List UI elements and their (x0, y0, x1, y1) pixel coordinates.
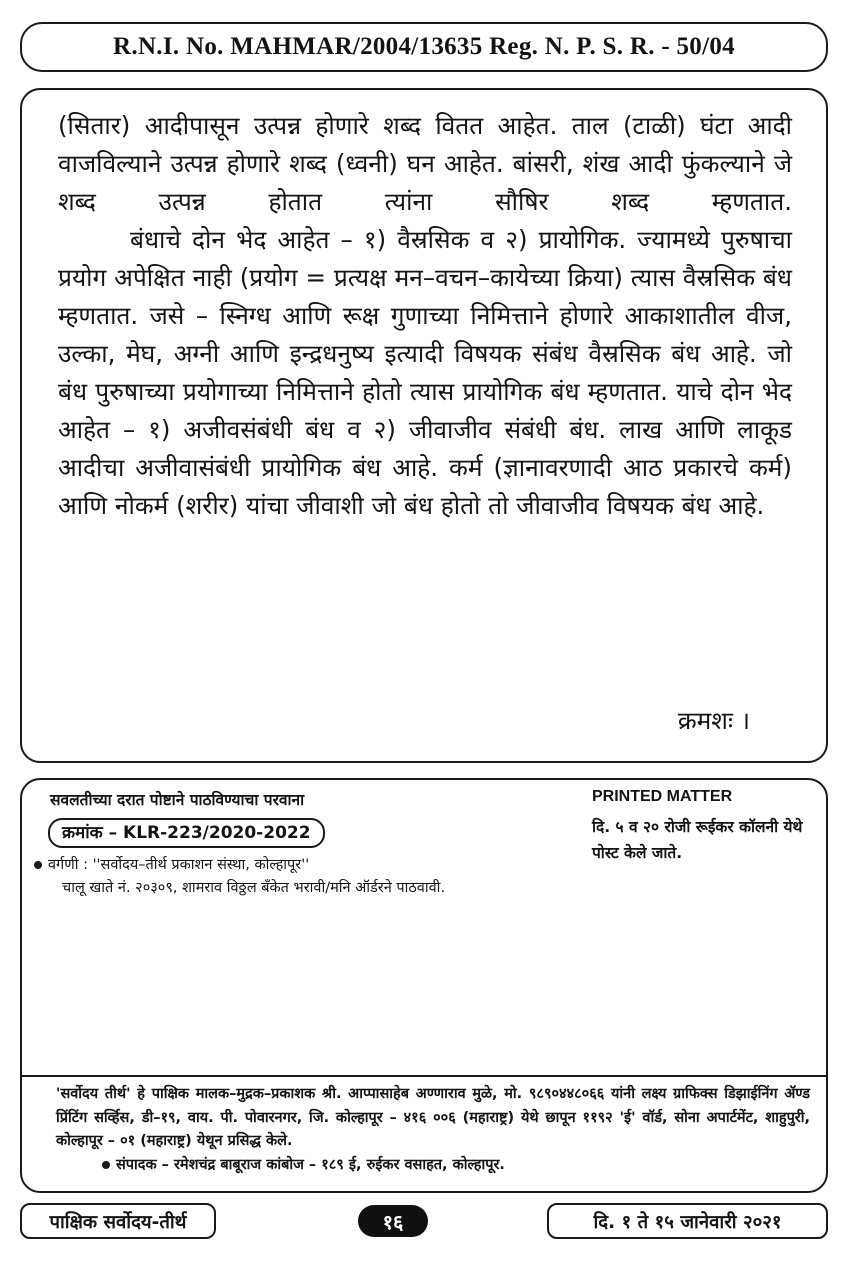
printed-matter-label: PRINTED MATTER (592, 788, 733, 805)
registration-header (20, 22, 828, 72)
postal-permit-title: सवलतीच्या दरात पोष्टाने पाठविण्याचा परवाना (50, 791, 305, 809)
post-note: दि. ५ व २० रोजी रूईकर कॉलनी येथे पोस्ट केले जाते. (592, 818, 803, 862)
editor-text: संपादक – रमेशचंद्र बाबूराज कांबोज – १८९ ई, रुईकर वसाहत, कोल्हापूर. (116, 1156, 505, 1173)
bullet-icon (34, 861, 42, 869)
page-number-badge (358, 1205, 428, 1237)
postal-info-box (20, 778, 828, 1193)
article-paragraph-2: बंधाचे दोन भेद आहेत – १) वैस्रसिक व २) प्रायोगिक. ज्यामध्ये पुरुषाचा प्रयोग अपेक्षित नाही (प्रयोग = प्रत्यक्ष मन–वचन–कायेच्या क्रिया) त्यास वैस्रसिक बंध म्हणतात. जसे – स्निग्ध आणि रूक्ष गुणाच्या निमित्ताने होणारे आकाशातील वीज, उल्का, मेघ, अग्नी आणि इन्द्रधनुष्य इत्यादी विषयक संबंध वैस्रसिक बंध आहे. जो बंध पुरुषाच्या प्रयोगाच्या निमित्ताने होतो त्यास प्रायोगिक बंध म्हणतात. याचे दोन भेद आहेत – १) अजीवसंबंधी बंध व २) जीवाजीव संबंधी बंध. लाख आणि लाकूड आदीचा अजीवासंबंधी प्रायोगिक बंध आहे. कर्म (ज्ञानावरणादी आठ प्रकारचे कर्म) आणि नोकर्म (शरीर) यांचा जीवाशी जो बंध होतो तो जीवाजीव विषयक बंध आहे. (58, 225, 792, 520)
article-paragraph-1: (सितार) आदीपासून उत्पन्न होणारे शब्द वितत आहेत. ताल (टाळी) घंटा आदी वाजविल्याने उत्पन्न होणारे शब्द (ध्वनी) घन आहेत. बांसरी, शंख आदी फुंकल्याने जे शब्द उत्पन्न होतात त्यांना सौषिर शब्द म्हणतात. (58, 111, 792, 216)
page-number: १६ (382, 1209, 404, 1234)
publisher-block (22, 1075, 826, 1191)
subscription-line (34, 854, 309, 874)
account-line: चालू खाते नं. २०३०९, शामराव विठ्ठल बँकेत भरावी/मनि ऑर्डरने पाठवावी. (62, 880, 446, 896)
footer-date (547, 1203, 828, 1239)
publication-title: पाक्षिक सर्वोदय-तीर्थ (49, 1211, 187, 1233)
permit-number-badge: क्रमांक – KLR-223/2020-2022 (48, 818, 325, 848)
bullet-icon (102, 1161, 110, 1169)
registration-text: R.N.I. No. MAHMAR/2004/13635 Reg. N. P. S. R. - 50/04 (113, 33, 735, 60)
article-box (20, 88, 828, 763)
continued-marker: क्रमशः । (677, 706, 750, 735)
publisher-text: 'सर्वोदय तीर्थ' हे पाक्षिक मालक–मुद्रक–प्रकाशक श्री. आप्पासाहेब अण्णाराव मुळे, मो. ९८९०४४८०६६ यांनी लक्ष्य ग्राफिक्स डिझाईनिंग ॲण्ड प्रिंटिंग सर्व्हिस, डी–१९, वाय. पी. पोवारनगर, जि. कोल्हापूर – ४१६ ००६ (महाराष्ट्र) येथे छापून ११९२ 'ई' वॉर्ड, सोना अपार्टमेंट, शाहुपुरी, कोल्हापूर – ०१ (महाराष्ट्र) येथून प्रसिद्ध केले. (56, 1086, 810, 1149)
subscription-text: वर्गणी : ''सर्वोदय–तीर्थ प्रकाशन संस्था, कोल्हापूर'' (48, 857, 310, 873)
editor-line (56, 1154, 810, 1178)
issue-date: दि. १ ते १५ जानेवारी २०२१ (593, 1211, 782, 1233)
footer-publication-title (20, 1203, 216, 1239)
